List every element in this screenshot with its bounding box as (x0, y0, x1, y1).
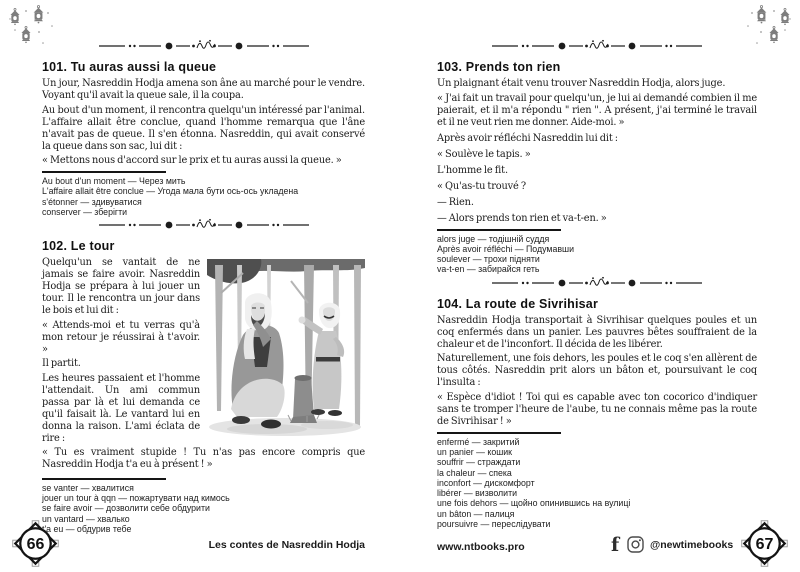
book-series-footer: Les contes de Nasreddin Hodja (208, 539, 365, 551)
vocab-item: inconfort — дискомфорт (437, 477, 535, 488)
story-title: 101. Tu auras aussi la queue (42, 60, 217, 74)
divider-ornament (42, 39, 365, 53)
vocab-item: enfermé — закритий (437, 436, 520, 447)
vocab-item: poursuivre — переслідувати (437, 519, 551, 530)
page-left-content (42, 38, 365, 534)
vocab-item: une fois dehors — щойно опинившись на вулиці (437, 498, 631, 509)
story-paragraph: Il partit. (42, 358, 81, 370)
vocab-item: un panier — кошик (437, 446, 513, 457)
story-paragraph: « J'ai fait un travail pour quelqu'un, je lui ai demandé combien il me paierait, et il m'a répondu " rien ". A présent, j'ai terminé le travail et il ne veut rien me donner. Aide-moi. » (437, 92, 757, 128)
story-paragraph: « Espèce d'idiot ! Toi qui es capable avec ton cocorico d'indiquer sans te tromper l'heure de l'aube, tu ne connais même pas la route de Sivrihisar ! » (437, 391, 757, 427)
vocab-item: s'étonner — здивуватися (42, 196, 142, 207)
website-url: www.ntbooks.pro (437, 541, 525, 553)
story-paragraph: « Tu es vraiment stupide ! Tu n'as pas encore compris que Nasreddin Hodja t'a eu à présent ! » (42, 447, 365, 471)
story-paragraph: « Mettons nous d'accord sur le prix et tu auras aussi la queue. » (42, 155, 342, 166)
story-104 (437, 297, 757, 530)
story-paragraph: Nasreddin Hodja transportait à Sivrihisar quelques poules et un coq enfermés dans un panier. Les pauvres bêtes souffraient de la chaleur et de l'inconfort. Il décida de les libérer. (437, 314, 757, 350)
divider-ornament (437, 276, 757, 290)
vocab-list (42, 171, 365, 217)
vocab-list (437, 432, 757, 530)
vocab-separator (42, 478, 166, 480)
svg-text:67: 67 (755, 536, 774, 554)
story-paragraph: Les heures passaient et l'homme l'attendait. Un ami commun passa par là et lui demanda ce qu'il faisait là. Le vantard lui en donna la raison. L'ami éclata de rire : (42, 372, 200, 444)
divider-ornament-icon (492, 39, 702, 53)
divider-ornament-icon (492, 276, 702, 290)
story-title: 103. Prends ton rien (437, 60, 561, 74)
story-paragraph: « Attends-moi et tu verras qu'à mon retour je réussirai à t'avoir. » (42, 319, 200, 355)
vocab-item: un vantard — хвалько (42, 513, 130, 524)
svg-text:66: 66 (26, 536, 45, 554)
story-body (42, 257, 365, 474)
svg-text:f: f (611, 535, 620, 554)
vocab-item: se faire avoir — дозволити себе обдурити (42, 503, 210, 514)
vocab-separator (437, 229, 561, 231)
vocab-item: soulever — трохи підняти (437, 254, 540, 265)
story-dialogue-line: « Qu'as-tu trouvé ? (437, 180, 526, 192)
story-dialogue-line: — Rien. (437, 196, 474, 208)
page-right (400, 0, 800, 572)
vocab-item: conserver — зберігти (42, 206, 128, 217)
vocab-item: Au bout d'un moment — Через мить (42, 176, 186, 186)
story-102 (42, 239, 365, 534)
vocab-item: la chaleur — спека (437, 467, 512, 478)
divider-ornament (42, 218, 365, 232)
two-men-forest-illustration (207, 259, 365, 439)
story-paragraph: Au bout d'un moment, il rencontra quelqu'un intéressé par l'animal. L'affaire allait être conclue, quand l'homme remarqua que l'âne n'avait pas de queue. Il s'en étonna. Nasreddin, qui avait conservé la queue dans son sac, lui dit : (42, 104, 365, 152)
story-title: 102. Le tour (42, 239, 115, 254)
story-dialogue-line: « Soulève le tapis. » (437, 148, 531, 160)
social-links (610, 535, 733, 554)
divider-ornament-icon (99, 218, 309, 232)
page-right-content (437, 38, 757, 529)
story-paragraph: Naturellement, une fois dehors, les poules et le coq s'en allèrent de tous côtés. Nasreddin prit alors un bâton et, poursuivant le coq l'insulta : (437, 353, 757, 389)
story-illustration (207, 259, 365, 439)
story-dialogue-line: — Alors prends ton rien et va-t-en. » (437, 212, 607, 224)
vocab-item: jouer un tour à qqn — пожартувати над кимось (42, 492, 230, 503)
facebook-icon (610, 535, 621, 554)
page-number-badge (741, 520, 788, 567)
vocab-item: va-t-en — забирайся геть (437, 264, 540, 275)
social-handle: @newtimebooks (650, 538, 734, 551)
story-paragraph: Après avoir réfléchi Nasreddin lui dit : (437, 132, 618, 144)
vocab-separator (42, 171, 166, 173)
vocab-item: libérer — визволити (437, 488, 518, 499)
vocab-item: se vanter — хвалитися (42, 482, 134, 493)
story-dialogue-line: L'homme le fit. (437, 164, 508, 176)
vocab-item: Après avoir réfléchi — Подумавши (437, 243, 575, 254)
vocab-item: t'a eu — обдурив тебе (42, 523, 132, 534)
divider-ornament (437, 39, 757, 53)
vocab-list (437, 229, 757, 275)
story-paragraph: Un plaignant était venu trouver Nasreddin Hodja, alors juge. (437, 78, 726, 89)
story-paragraph: Un jour, Nasreddin Hodja amena son âne au marché pour le vendre. Voyant qu'il avait la queue sale, il la coupa. (42, 78, 365, 101)
vocab-item: alors juge — тодішній суддя (437, 233, 550, 244)
story-title: 104. La route de Sivrihisar (437, 296, 599, 311)
story-paragraph: Quelqu'un se vantait de ne jamais se faire avoir. Nasreddin Hodja se prépara à lui jouer un tour. Il le rencontra un jour dans le bois et lui dit : (42, 257, 200, 317)
divider-ornament-icon (99, 39, 309, 53)
vocab-item: L'affaire allait être conclue — Угода мала бути ось-ось укладена (42, 186, 299, 197)
story-103 (437, 60, 757, 275)
vocab-item: souffrir — страждати (437, 457, 521, 468)
vocab-item: un bâton — палиця (437, 508, 515, 519)
vocab-separator (437, 432, 561, 434)
vocab-list (42, 478, 365, 534)
instagram-icon (627, 536, 644, 553)
story-101 (42, 60, 365, 217)
